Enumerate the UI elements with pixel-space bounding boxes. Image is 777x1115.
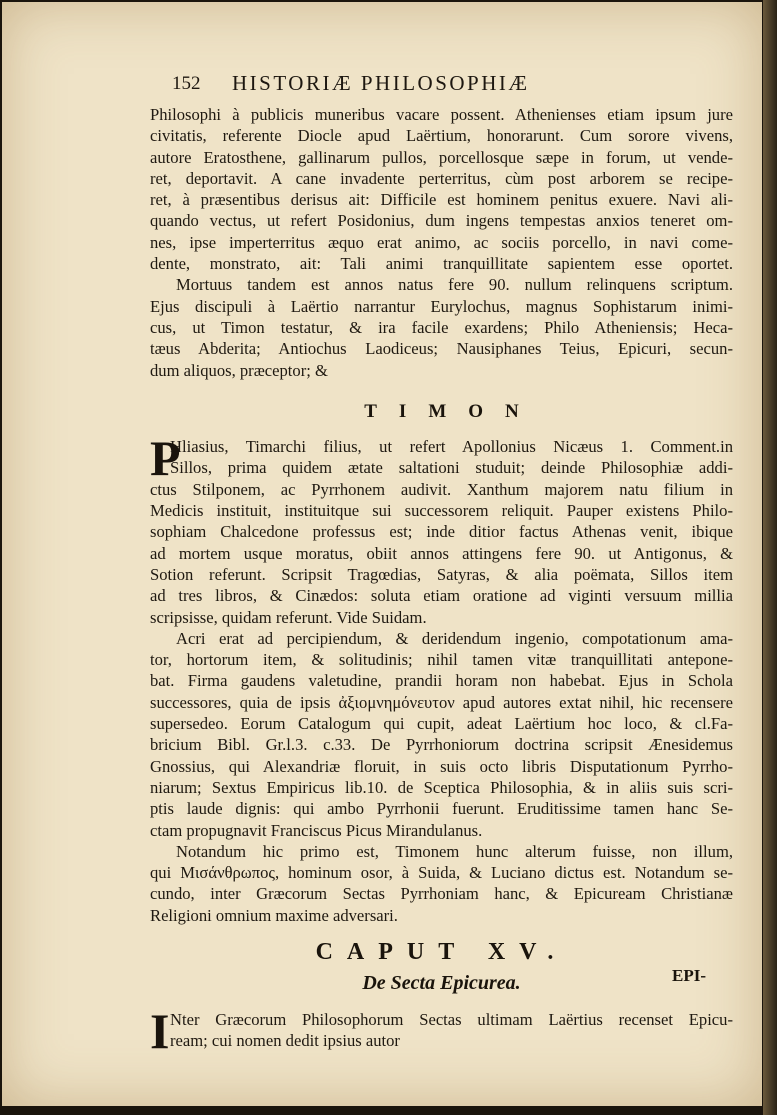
text-line: ream; cui nomen dedit ipsius autor [170,1030,400,1050]
text-line: civitatis, referente Diocle apud Laërtium, honorarunt. Cum sorore vivens, [150,126,733,146]
text-line: Sotion referunt. Scripsit Tragœdias, Satyras, & alia poëmata, Sillos item [150,564,733,584]
epicurea-paragraph [150,1002,733,1059]
text-line: tæus Abderita; Antiochus Laodiceus; Nausiphanes Teius, Epicuri, secun- [150,339,733,359]
text-line: cus, ut Timon testatur, & ira facile exardens; Philo Atheniensis; Heca- [150,317,733,337]
text-line: Gnossius, qui Alexandriæ floruit, in suis octo libris Disputationum Pyrrho- [150,756,733,776]
text-line: sophiam Chalcedone professus est; inde ditior factus Athenas venit, ibique [150,522,733,542]
text-line: ctus Stilponem, ac Pyrrhonem audivit. Xanthum majorem natu filium in [150,479,733,499]
text-line: cundo, inter Græcorum Sectas Pyrrhoniam hanc, & Epicuream Christianæ [150,884,733,904]
text-line: ad tres libros, & Cinædos: soluta etiam oratione ad viginti versuum millia [150,586,733,606]
chapter-heading: CAPUT XV. [315,938,568,965]
text-line: Ejus discipuli à Laërtio narrantur Eurylochus, magnus Sophistarum inimi- [150,296,733,316]
text-line: scripsisse, quidam referunt. Vide Suidam. [150,607,427,627]
text-line: Hliasius, Timarchi filius, ut refert Apollonius Nicæus 1. Comment.in [170,437,733,457]
paragraph-2 [150,274,733,380]
text-line: ret, à præsentibus derisus ait: Difficile est hominem penitus exuere. Navi ali- [150,190,733,210]
text-line: ret, deportavit. A cane invadente perterritus, cùm post arborem se recipe- [150,168,733,188]
running-title: HISTORIÆ PHILOSOPHIÆ [232,71,530,95]
text-line: Medicis instituit, instituitque sui successorem reliquit. Pauper existens Philo- [150,501,733,521]
paragraph-1 [150,104,733,274]
text-line: Nter Græcorum Philosophorum Sectas ultimam Laërtius recenset Epicu- [170,1009,733,1029]
text-line: Notandum hic primo est, Timonem hunc alterum fuisse, non illum, [176,841,733,861]
text-line: dum aliquos, præceptor; & [150,360,328,380]
timon-paragraph [150,430,733,628]
text-line: tor, hortorum item, & solitudinis; nihil tamen vitæ tranquillitati antepone- [150,650,733,670]
text-line: ctam propugnavit Franciscus Picus Mirandulanus. [150,820,483,840]
drop-cap: P [150,430,181,487]
text-line: supersedeo. Eorum Catalogum qui cupit, adeat Laërtium hoc loco, & cl.Fa- [150,714,733,734]
paragraph-3 [150,628,733,841]
text-line: Acri erat ad percipiendum, & deridendum ingenio, compotationum ama- [176,628,733,648]
book-gutter [763,0,777,1115]
text-line: Philosophi à publicis muneribus vacare possent. Athenienses etiam ipsum jure [150,105,733,124]
page-body [150,104,733,1059]
text-line: bat. Firma gaudens valetudine, prandii horam non habebat. Ejus in Schola [150,671,733,691]
text-line: ptis laude dignis: qui ambo Pyrrhonii fuerunt. Eruditissime tamen hanc Se- [150,799,733,819]
text-line: Mortuus tandem est annos natus fere 90. nullum relinquens scriptum. [176,275,733,295]
text-line: autore Eratosthene, gallinarum pullos, porcellosque sæpe in forum, ut vende- [150,147,733,167]
text-line: qui Μισάνθρωπος, hominum osor, à Suida, & Luciano dictus est. Notandum se- [150,863,733,883]
text-line: ad mortem usque moratus, obiit annos attingens fere 90. ut Antigonus, & [150,543,733,563]
paragraph-4 [150,841,733,926]
drop-cap: I [150,1002,170,1059]
page-number: 152 [172,73,201,94]
catchword: EPI- [672,966,706,985]
text-line: successores, quia de ipsis ἀξιομνημόνευτον apud autores extat nihil, hic recensere [150,692,733,712]
page-header [172,73,632,99]
text-line: dente, monstrato, ait: Tali animi tranquillitate sapientem esse oportet. [150,254,733,274]
text-line: quando vectus, ut refert Posidonius, dum ingens tempestas anxios teneret om- [150,211,733,231]
text-line: nes, ipse imperterritus æquo erat animo, ac sociis porcello, in navi come- [150,232,733,252]
text-line: Religioni omnium maxime adversari. [150,905,398,925]
section-heading-timon: TIMON [364,400,541,422]
text-line: niarum; Sextus Empiricus lib.10. de Sceptica Philosophia, & in aliis suis scri- [150,777,733,797]
text-line: bricium Bibl. Gr.l.3. c.33. De Pyrrhoniorum doctrina scripsit Ænesidemus [150,735,733,755]
chapter-subtitle: De Secta Epicurea. [362,972,521,995]
text-line: Sillos, prima quidem ætate saltationi studuit; deinde Philosophiæ addi- [170,458,733,478]
